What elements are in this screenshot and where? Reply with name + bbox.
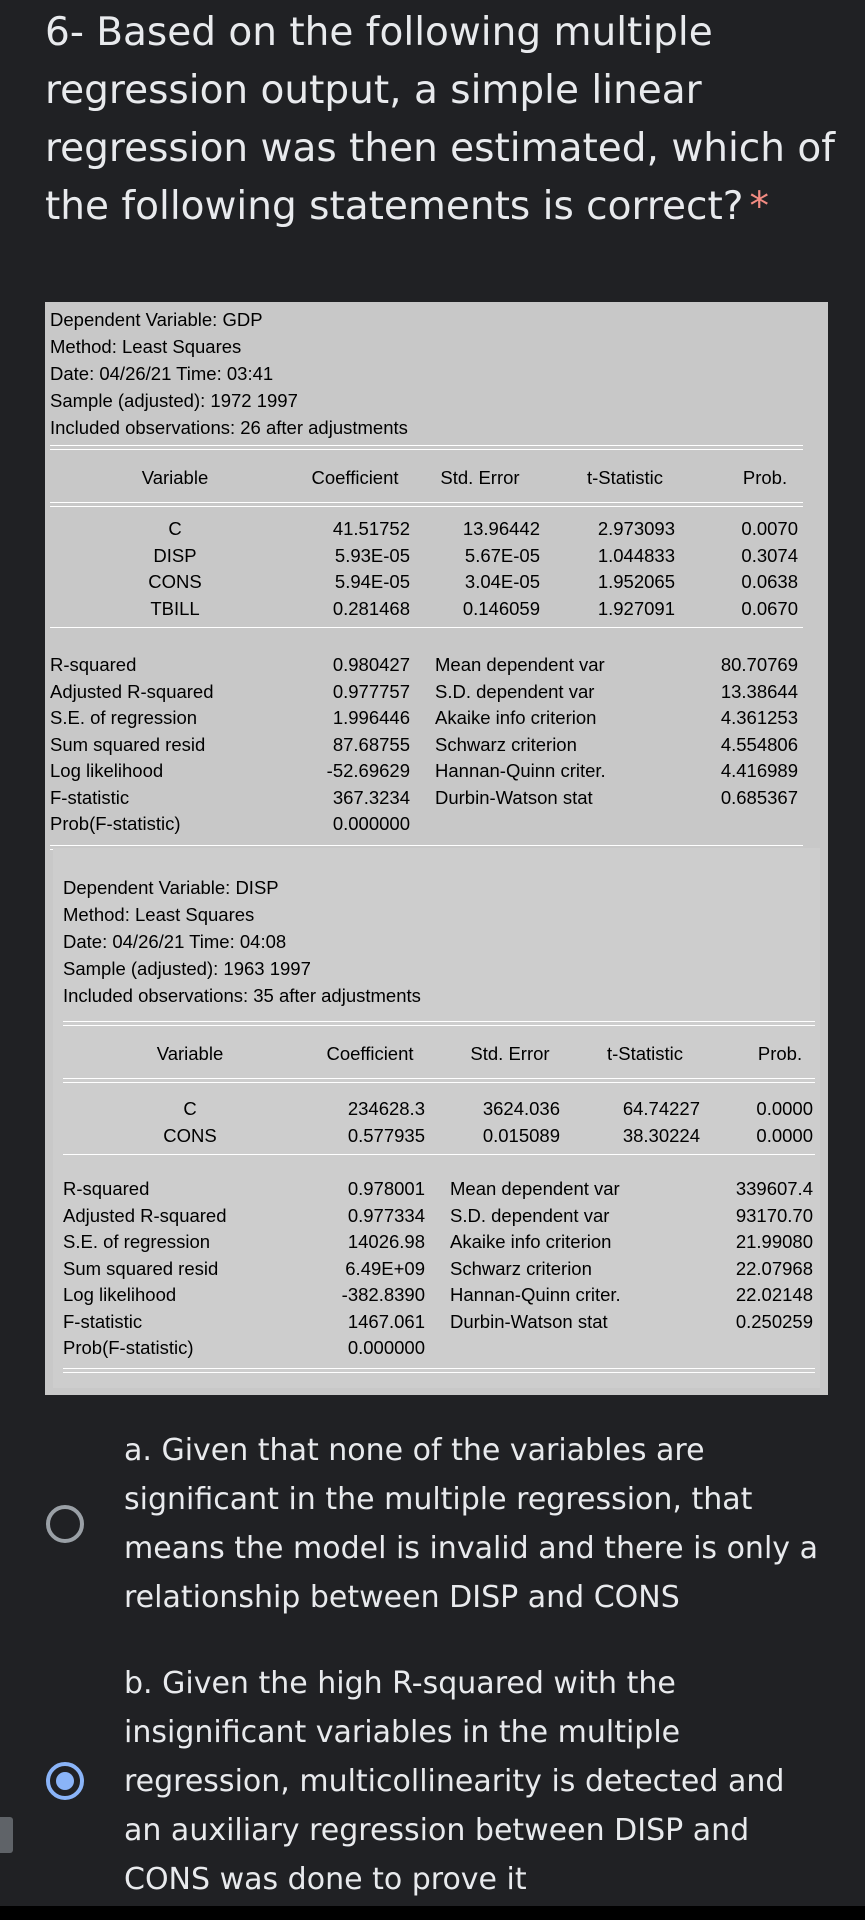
output1-header-line: Dependent Variable: GDP	[50, 309, 263, 330]
table-cell: 41.51752	[332, 518, 410, 539]
col-header-variable: Variable	[156, 1043, 224, 1064]
stat-value: 4.361253	[720, 707, 798, 728]
output2-stats-right-values	[685, 1176, 813, 1335]
table-cell: CONS	[148, 571, 202, 592]
divider	[63, 1154, 815, 1155]
table-cell: 0.0000	[756, 1098, 813, 1119]
stat-value: 22.02148	[735, 1284, 813, 1305]
output2-header-line: Date: 04/26/21 Time: 04:08	[63, 931, 287, 952]
option-a-label[interactable]: a. Given that none of the variables are significant in the multiple regression, that means the model is invalid and there is only a relationship between DISP and CONS	[124, 1433, 818, 1615]
stat-label: Akaike info criterion	[435, 707, 597, 728]
divider	[50, 502, 803, 507]
question-title	[45, 4, 835, 236]
stat-label: S.E. of regression	[50, 707, 198, 728]
col-header-prob: Prob.	[742, 467, 788, 488]
stat-value: 14026.98	[347, 1231, 425, 1252]
output1-coefficient-column	[285, 516, 410, 622]
table-cell: 1.952065	[597, 571, 675, 592]
option-b-radio[interactable]	[46, 1762, 84, 1800]
output2-coefficient-column	[300, 1096, 425, 1149]
table-cell: 2.973093	[597, 518, 675, 539]
stat-label: S.D. dependent var	[450, 1204, 610, 1226]
output2-stats-left-values	[290, 1176, 425, 1362]
stat-label: F-statistic	[50, 786, 130, 808]
stat-label: Hannan-Quinn criter.	[450, 1284, 621, 1305]
table-cell: C	[168, 518, 182, 539]
divider	[63, 1078, 815, 1083]
stat-value: 1467.061	[347, 1310, 425, 1332]
col-header-coefficient: Coefficient	[326, 1043, 414, 1064]
stat-label: Schwarz criterion	[450, 1257, 592, 1279]
col-header-t-statistic: t-Statistic	[586, 467, 664, 488]
stat-value: 339607.4	[735, 1178, 813, 1199]
stat-label: Log likelihood	[63, 1284, 177, 1305]
stat-value: 367.3234	[332, 786, 410, 808]
output1-prob-column	[705, 516, 798, 622]
output1-std-error-column	[415, 516, 540, 622]
option-b-label[interactable]: b. Given the high R-squared with the insignificant variables in the multiple regression, multicollinearity is detected and an auxiliary regression between DISP and CONS was done to prove it	[124, 1666, 785, 1897]
bottom-bar	[0, 1906, 865, 1920]
col-header-std-error: Std. Error	[440, 467, 520, 488]
stat-label: Mean dependent var	[450, 1178, 620, 1199]
stat-label: Prob(F-statistic)	[63, 1337, 194, 1358]
stat-label: S.E. of regression	[63, 1231, 211, 1252]
stat-value: -382.8390	[341, 1284, 425, 1305]
col-header-variable: Variable	[141, 467, 209, 488]
stat-value: 4.554806	[720, 733, 798, 755]
col-header-std-error: Std. Error	[470, 1043, 550, 1064]
table-cell: 0.146059	[462, 597, 540, 619]
output1-stats-left-values	[275, 652, 410, 838]
col-header-coefficient: Coefficient	[311, 467, 399, 488]
option-a-radio[interactable]	[46, 1505, 84, 1543]
output1-stats-right-labels	[435, 652, 606, 811]
output2-stats-left-labels	[63, 1176, 227, 1362]
stat-value: 0.000000	[332, 813, 410, 834]
output2-header-line: Dependent Variable: DISP	[63, 877, 279, 898]
output2-variable-column	[140, 1096, 240, 1149]
stat-label: F-statistic	[63, 1310, 143, 1332]
table-cell: 234628.3	[347, 1098, 425, 1119]
stat-value: 4.416989	[720, 760, 798, 781]
scroll-handle[interactable]	[0, 1817, 13, 1853]
stat-label: Sum squared resid	[50, 733, 206, 755]
output2-header-line: Method: Least Squares	[63, 904, 255, 925]
stat-value: 1.996446	[332, 707, 410, 728]
table-cell: CONS	[163, 1124, 217, 1146]
stat-label: Prob(F-statistic)	[50, 813, 181, 834]
output2-prob-column	[725, 1096, 813, 1149]
table-cell: 3.04E-05	[464, 571, 540, 592]
stat-value: 13.38644	[720, 680, 798, 702]
table-cell: 5.94E-05	[334, 571, 410, 592]
output2-std-error-column	[435, 1096, 560, 1149]
required-mark: *	[749, 184, 769, 229]
output1-stats-left-labels	[50, 652, 214, 838]
stat-label: S.D. dependent var	[435, 680, 595, 702]
stat-label: Sum squared resid	[63, 1257, 219, 1279]
stat-label: Akaike info criterion	[450, 1231, 612, 1252]
table-cell: 3624.036	[482, 1098, 560, 1119]
stat-label: Adjusted R-squared	[63, 1204, 227, 1226]
stat-label: R-squared	[63, 1178, 150, 1199]
stat-label: Durbin-Watson stat	[450, 1310, 608, 1332]
stat-value: 0.977334	[347, 1204, 425, 1226]
output1-header-line: Included observations: 26 after adjustments	[50, 417, 408, 438]
table-cell: 13.96442	[462, 518, 540, 539]
stat-label: Durbin-Watson stat	[435, 786, 593, 808]
table-cell: DISP	[153, 544, 197, 566]
divider	[63, 1368, 815, 1373]
stat-value: -52.69629	[326, 760, 410, 781]
stat-label: Hannan-Quinn criter.	[435, 760, 606, 781]
stat-label: Schwarz criterion	[435, 733, 577, 755]
col-header-t-statistic: t-Statistic	[606, 1043, 684, 1064]
table-cell: 0.3074	[741, 544, 798, 566]
stat-value: 0.978001	[347, 1178, 425, 1199]
regression-output-image	[45, 302, 828, 1395]
output1-t-statistic-column	[550, 516, 675, 622]
divider	[50, 627, 803, 628]
stat-value: 21.99080	[735, 1231, 813, 1252]
divider	[50, 445, 803, 450]
table-cell: 64.74227	[622, 1098, 700, 1119]
stat-value: 87.68755	[332, 733, 410, 755]
table-cell: 0.0000	[756, 1124, 813, 1146]
output1-header	[50, 306, 408, 441]
table-cell: 0.0670	[741, 597, 798, 619]
output2-stats-right-labels	[450, 1176, 621, 1335]
output1-header-line: Date: 04/26/21 Time: 03:41	[50, 363, 274, 384]
table-cell: 1.927091	[597, 597, 675, 619]
stat-label: R-squared	[50, 654, 137, 675]
stat-value: 0.980427	[332, 654, 410, 675]
output2-header	[63, 874, 421, 1009]
stat-label: Log likelihood	[50, 760, 164, 781]
stat-label: Adjusted R-squared	[50, 680, 214, 702]
stat-value: 0.977757	[332, 680, 410, 702]
output1-header-line: Method: Least Squares	[50, 336, 242, 357]
stat-value: 80.70769	[720, 654, 798, 675]
output1-variable-column	[125, 516, 225, 622]
table-cell: 1.044833	[597, 544, 675, 566]
stat-value: 0.685367	[720, 786, 798, 808]
stat-value: 0.000000	[347, 1337, 425, 1358]
table-cell: TBILL	[150, 597, 200, 619]
table-cell: 0.0070	[741, 518, 798, 539]
table-cell: 38.30224	[622, 1124, 700, 1146]
col-header-prob: Prob.	[757, 1043, 803, 1064]
table-cell: 0.015089	[482, 1124, 560, 1146]
table-cell: 0.577935	[347, 1124, 425, 1146]
stat-value: 6.49E+09	[345, 1257, 425, 1279]
stat-value: 22.07968	[735, 1257, 813, 1279]
stat-value: 93170.70	[735, 1204, 813, 1226]
table-cell: 0.0638	[741, 571, 798, 592]
question-text: 6- Based on the following multiple regression output, a simple linear regression was then estimated, which of the following statements is correct?	[45, 10, 835, 229]
output2-header-line: Included observations: 35 after adjustments	[63, 985, 421, 1006]
table-cell: 5.93E-05	[334, 544, 410, 566]
radio-selected-dot	[56, 1772, 74, 1790]
output1-stats-right-values	[675, 652, 798, 811]
output1-header-line: Sample (adjusted): 1972 1997	[50, 390, 298, 411]
table-cell: 5.67E-05	[464, 544, 540, 566]
table-cell: C	[183, 1098, 197, 1119]
stat-value: 0.250259	[735, 1310, 813, 1332]
divider	[63, 1021, 815, 1026]
table-cell: 0.281468	[332, 597, 410, 619]
stat-label: Mean dependent var	[435, 654, 605, 675]
output2-t-statistic-column	[575, 1096, 700, 1149]
output2-header-line: Sample (adjusted): 1963 1997	[63, 958, 311, 979]
